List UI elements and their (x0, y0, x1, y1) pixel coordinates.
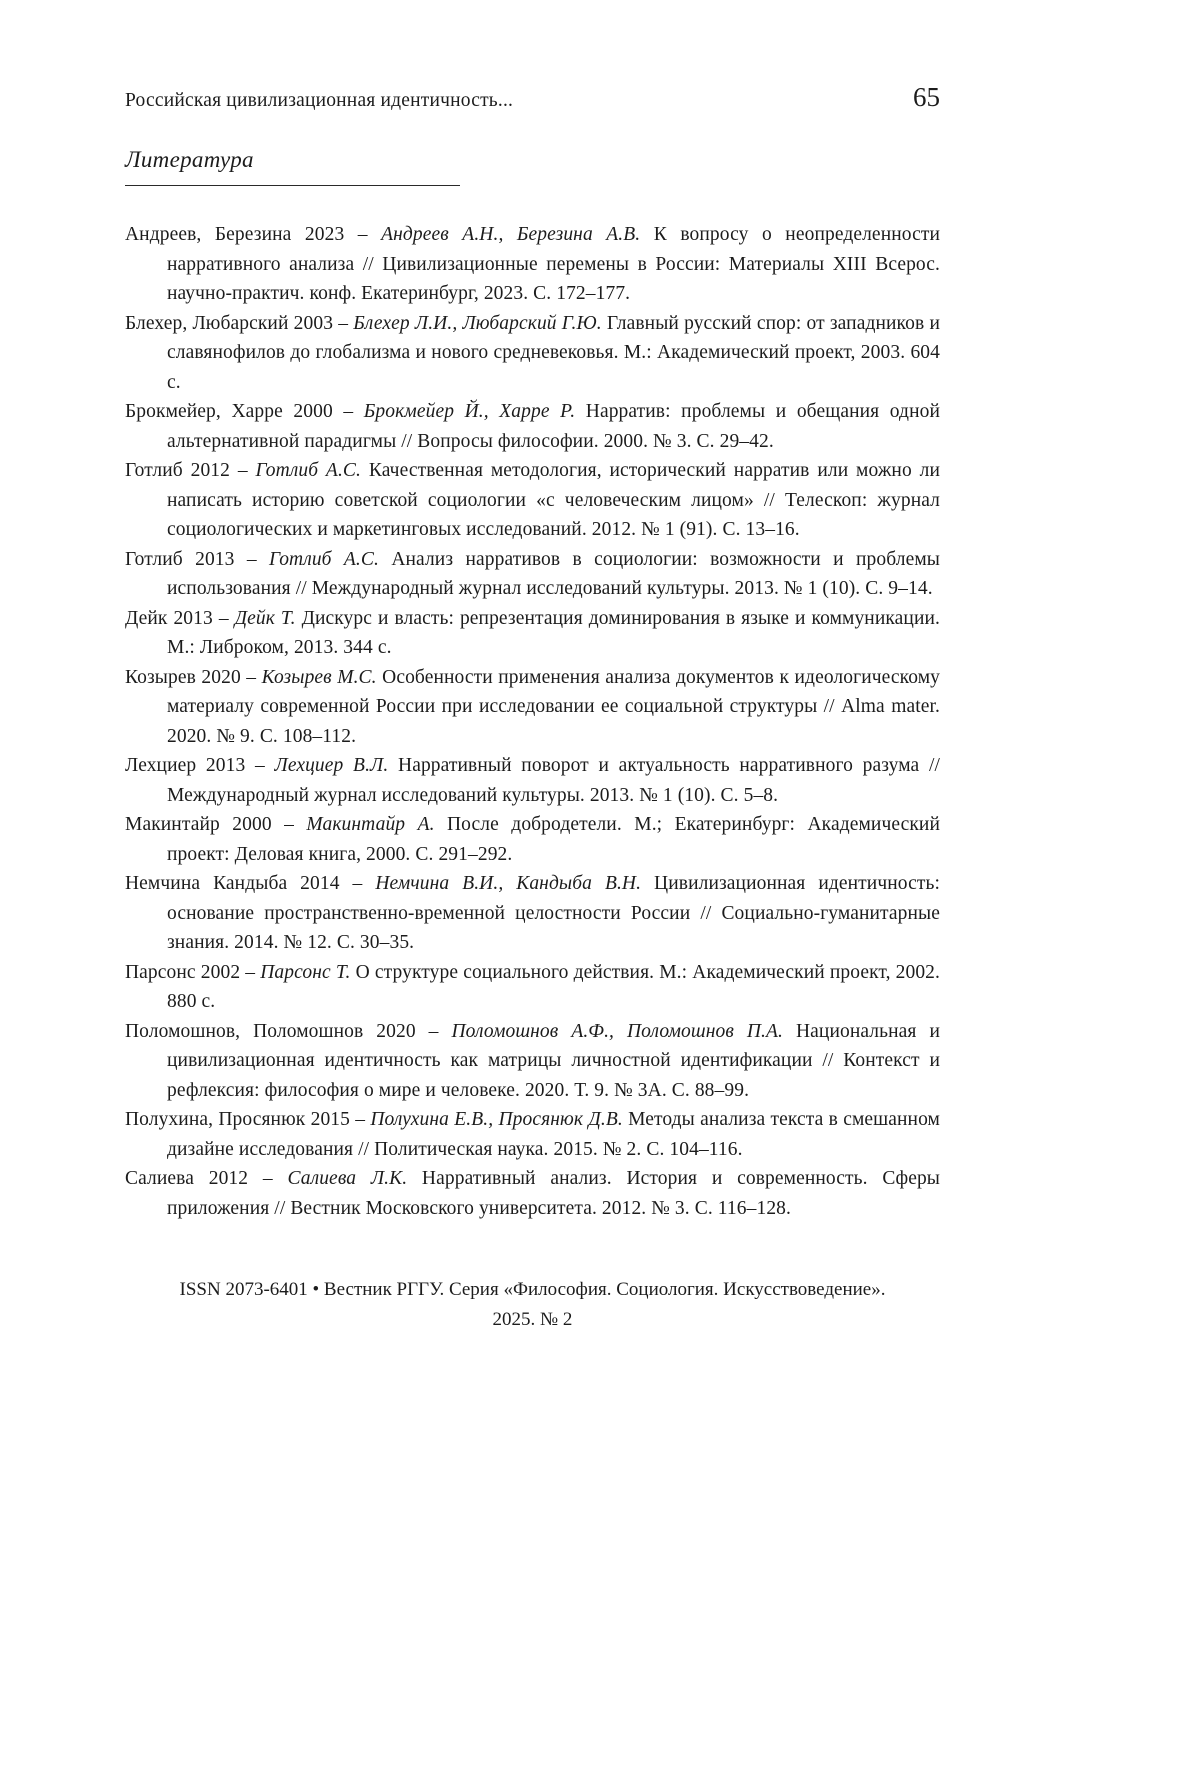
ref-authors: Козырев М.С. (261, 666, 377, 688)
ref-text: Нарративный анализ. История и современность. Сферы приложения // Вестник Московского университета. 2012. № 3. С. 116–128. (167, 1168, 941, 1219)
ref-authors: Салиева Л.К. (287, 1168, 408, 1189)
page-header (125, 82, 940, 113)
footer-issue-line: 2025. № 2 (492, 1309, 573, 1330)
ref-label: Полухина, Просянюк 2015 – (125, 1109, 371, 1130)
ref-label: Козырев 2020 – (125, 666, 262, 688)
ref-authors: Готлиб А.С. (269, 548, 379, 570)
ref-label: Блехер, Любарский 2003 – (125, 312, 354, 334)
ref-authors: Андреев А.Н., Березина А.В. (381, 224, 641, 245)
reference-entry (125, 663, 940, 752)
reference-entry (125, 220, 940, 309)
ref-text: Методы анализа текста в смешанном дизайне исследования // Политическая наука. 2015. № 2. С. 104–116. (167, 1109, 940, 1160)
ref-label: Готлиб 2012 – (125, 460, 256, 481)
reference-entry (125, 869, 940, 958)
page-number: 65 (913, 82, 940, 112)
ref-authors: Полухина Е.В., Просянюк Д.В. (370, 1109, 623, 1130)
ref-text: К вопросу о неопределенности нарративного анализа // Цивилизационные перемены в России: Материалы XIII Всерос. научно-практич. конф. Екатеринбург, 2023. С. 172–177. (167, 224, 941, 304)
ref-text: Особенности применения анализа документов к идеологическому материалу современной России при исследовании ее социальной структуры // Alma mater. 2020. № 9. С. 108–112. (167, 666, 940, 747)
reference-entry (125, 456, 940, 545)
reference-entry (125, 810, 940, 869)
reference-entry (125, 1164, 940, 1223)
reference-entry (125, 397, 940, 456)
ref-authors: Лехциер В.Л. (274, 755, 389, 776)
ref-text: О структуре социального действия. М.: Академический проект, 2002. 880 с. (167, 961, 941, 1012)
ref-label: Лехциер 2013 – (125, 755, 275, 776)
ref-authors: Поломошнов А.Ф., Поломошнов П.А. (451, 1020, 784, 1042)
ref-label: Готлиб 2013 – (125, 548, 270, 570)
ref-label: Поломошнов, Поломошнов 2020 – (125, 1020, 452, 1042)
ref-text: Нарративный поворот и актуальность нарративного разума // Международный журнал исследований культуры. 2013. № 1 (10). С. 5–8. (167, 755, 940, 806)
ref-label: Андреев, Березина 2023 – (125, 224, 382, 245)
reference-entry (125, 751, 940, 810)
ref-authors: Парсонс Т. (260, 961, 351, 983)
references-list (125, 220, 940, 1223)
ref-label: Брокмейер, Харре 2000 – (125, 401, 364, 422)
ref-text: Дискурс и власть: репрезентация доминирования в языке и коммуникации. М.: Либроком, 2013. 344 с. (167, 607, 940, 658)
ref-authors: Готлиб А.С. (255, 460, 362, 481)
ref-text: Цивилизационная идентичность: основание пространственно-временной целостности России // Социально-гуманитарные знания. 2014. № 12. С. 30–35. (167, 873, 940, 953)
ref-label: Парсонс 2002 – (125, 961, 261, 983)
reference-entry (125, 1105, 940, 1164)
ref-label: Салиева 2012 – (125, 1168, 288, 1189)
ref-text: Анализ нарративов в социологии: возможности и проблемы использования // Международный журнал исследований культуры. 2013. № 1 (10). С. 9–14. (167, 548, 941, 599)
reference-entry (125, 604, 940, 663)
section-title: Литература (125, 147, 254, 172)
reference-entry (125, 1017, 940, 1106)
ref-authors: Брокмейер Й., Харре Р. (363, 401, 576, 422)
section-title-underline (125, 147, 460, 186)
ref-authors: Дейк Т. (234, 607, 296, 629)
ref-text: Качественная методология, исторический нарратив или можно ли написать историю советской социологии «с человеческим лицом» // Телескоп: журнал социологических и маркетинговых исследований. 2012. № 1 (91). С. 13–16. (167, 460, 941, 540)
reference-entry (125, 309, 940, 398)
ref-label: Макинтайр 2000 – (125, 814, 307, 835)
reference-entry (125, 545, 940, 604)
ref-authors: Немчина В.И., Кандыба В.Н. (375, 873, 642, 894)
ref-text: Нарратив: проблемы и обещания одной альтернативной парадигмы // Вопросы философии. 2000. № 3. С. 29–42. (167, 401, 941, 452)
ref-authors: Макинтайр А. (306, 814, 435, 835)
ref-label: Немчина Кандыба 2014 – (125, 873, 376, 894)
reference-entry (125, 958, 940, 1017)
ref-text: После добродетели. М.; Екатеринбург: Академический проект: Деловая книга, 2000. С. 291–292. (167, 814, 941, 865)
ref-authors: Блехер Л.И., Любарский Г.Ю. (353, 312, 602, 334)
ref-label: Дейк 2013 – (125, 607, 235, 629)
ref-text: Главный русский спор: от западников и славянофилов до глобализма и нового средневековья. М.: Академический проект, 2003. 604 с. (167, 312, 940, 393)
page-footer (125, 1275, 940, 1335)
footer-issn-line: ISSN 2073-6401 • Вестник РГГУ. Серия «Философия. Социология. Искусствоведение». (179, 1279, 886, 1300)
running-head: Российская цивилизационная идентичность... (125, 90, 514, 111)
ref-text: Национальная и цивилизационная идентичность как матрицы личностной идентификации // Контекст и рефлексия: философия о мире и человеке. 2020. Т. 9. № 3А. С. 88–99. (167, 1020, 940, 1101)
